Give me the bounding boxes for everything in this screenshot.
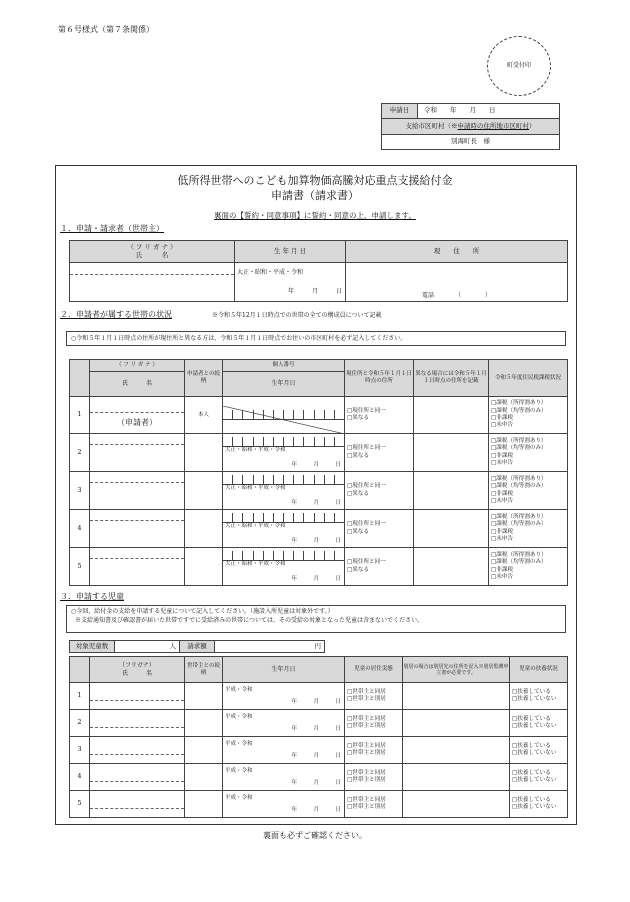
section3-notes (66, 605, 566, 633)
child-residence-cell[interactable]: □世帯主と同居 □世帯主と別居 (345, 683, 403, 710)
child-relation-cell[interactable] (185, 737, 223, 764)
diff-address-cell[interactable] (414, 548, 489, 586)
form-subtitle: 申請書（請求書） (271, 189, 359, 202)
child-birth-cell[interactable]: 平成・令和 年 月 日 (223, 710, 345, 737)
household-name-cell[interactable] (90, 548, 185, 586)
self-relation: 本人 (185, 397, 223, 434)
personal-number-header: 個人番号 (223, 360, 345, 372)
section3-heading: ３．申請する児童 (60, 592, 124, 601)
child-name-cell[interactable] (90, 791, 185, 818)
personal-number-cell[interactable]: 大正・昭和・平成・令和 年 月 日 (223, 472, 345, 510)
section2-heading: ２．申請者が属する世帯の状況 (60, 310, 172, 319)
row-number: 2 (70, 434, 90, 472)
child-birth-cell[interactable]: 平成・令和 年 月 日 (223, 683, 345, 710)
child-relation-cell[interactable] (185, 791, 223, 818)
household-name-cell[interactable] (90, 472, 185, 510)
tax-status-cell[interactable]: □課税（所得割あり） □課税（均等割のみ） □非課税 □未申告 (489, 434, 568, 472)
form-title: 低所得世帯へのこども加算物価高騰対応重点支援給付金 (177, 174, 453, 187)
strike-diagonal (223, 406, 345, 434)
child-name-header: （フリガナ） 氏 名 (90, 657, 185, 683)
stamp-label: 町受付印 (506, 62, 531, 69)
row-number: 3 (70, 472, 90, 510)
household-birth-header: 生年月日 (223, 372, 345, 397)
applicant-name-header: （ フ リ ガ ナ ） 氏 名 (70, 241, 235, 263)
household-row (70, 472, 568, 510)
child-residence-cell[interactable]: □世帯主と同居 □世帯主と別居 (345, 764, 403, 791)
household-table (69, 359, 568, 586)
claim-amount-field[interactable]: 円 (215, 641, 325, 653)
personal-number-cell[interactable]: 大正・昭和・平成・令和 年 月 日 (223, 510, 345, 548)
section3-note2: ※支給通知書及び確認書が届いた世帯ですでに受給済みの世帯については、その受給の対象となった児童は含まないでください。 (75, 617, 424, 625)
child-residence-cell[interactable]: □世帯主と同居 □世帯主と別居 (345, 710, 403, 737)
diff-address-cell[interactable] (414, 472, 489, 510)
row-number: 5 (70, 548, 90, 586)
agreement-statement: 裏面の【誓約・同意事項】に誓約・同意の上、申請します。 (214, 211, 416, 220)
address-check-cell[interactable]: □現住所と同一 □異なる (345, 434, 414, 472)
child-name-cell[interactable] (90, 683, 185, 710)
household-relation-header: 申請者との続柄 (185, 360, 223, 397)
household-name-cell[interactable] (90, 434, 185, 472)
date-value[interactable]: 令和 年 月 日 (418, 104, 560, 119)
footer-note: 裏面も必ずご確認ください。 (263, 831, 367, 840)
personal-number-cell[interactable] (223, 397, 345, 434)
address-check-cell[interactable]: □現住所と同一 □異なる (345, 548, 414, 586)
section2-note: ※令和５年12月１日時点での世帯の全ての構成員について記載 (212, 312, 382, 319)
application-date-box (381, 103, 560, 150)
applicant-name-cell[interactable] (70, 263, 235, 302)
address-check-cell[interactable]: □現住所と同一 □異なる (345, 510, 414, 548)
child-separate-address-cell[interactable] (403, 764, 510, 791)
household-name-header: 氏 名 (90, 372, 185, 397)
address-check-cell[interactable]: □現住所と同一 □異なる (345, 397, 414, 434)
child-row (70, 737, 568, 764)
tax-status-cell[interactable]: □課税（所得割あり） □課税（均等割のみ） □非課税 □未申告 (489, 472, 568, 510)
applicant-table (69, 240, 568, 302)
personal-number-cell[interactable]: 大正・昭和・平成・令和 年 月 日 (223, 434, 345, 472)
tax-status-cell[interactable]: □課税（所得割あり） □課税（均等割のみ） □非課税 □未申告 (489, 397, 568, 434)
child-name-cell[interactable] (90, 737, 185, 764)
personal-number-boxes[interactable] (223, 513, 344, 523)
child-residence-cell[interactable]: □世帯主と同居 □世帯主と別居 (345, 737, 403, 764)
child-support-cell[interactable]: □扶養している □扶養していない (510, 737, 568, 764)
child-support-cell[interactable]: □扶養している □扶養していない (510, 764, 568, 791)
row-number: 1 (70, 683, 90, 710)
row-number: 2 (70, 710, 90, 737)
child-separate-address-cell[interactable] (403, 791, 510, 818)
household-relation-cell[interactable] (185, 434, 223, 472)
household-furigana-header: （ フ リ ガ ナ ） (90, 360, 185, 372)
diff-address-cell[interactable] (414, 510, 489, 548)
child-relation-header: 世帯主との続柄 (185, 657, 223, 683)
tax-status-cell[interactable]: □課税（所得割あり） □課税（均等割のみ） □非課税 □未申告 (489, 510, 568, 548)
personal-number-boxes[interactable] (223, 475, 344, 485)
household-diff-address-header: 異なる場合には令和５年１月１日時点の住所を記載 (414, 360, 489, 397)
date-label: 申請日 (382, 104, 418, 119)
mayor-addressee: 別海町長 様 (382, 135, 560, 150)
child-residence-cell[interactable]: □世帯主と同居 □世帯主と別居 (345, 791, 403, 818)
household-relation-cell[interactable] (185, 472, 223, 510)
child-residence-header: 児童の居住実態 (345, 657, 403, 683)
child-relation-cell[interactable] (185, 764, 223, 791)
personal-number-boxes[interactable] (223, 437, 344, 447)
diff-address-cell[interactable] (414, 434, 489, 472)
section3-note1: ○今回、給付金の支給を申請する児童について記入してください。（施設入所児童は対象外です。） (71, 608, 334, 615)
child-separate-address-header: 別居の場合は別居先の住所を記入※別居監護申立書が必要です。 (403, 657, 510, 683)
child-support-header: 児童の扶養状況 (510, 657, 568, 683)
personal-number-boxes[interactable] (223, 551, 344, 561)
household-row (70, 510, 568, 548)
child-birth-cell[interactable]: 平成・令和 年 月 日 (223, 764, 345, 791)
row-number: 4 (70, 764, 90, 791)
claim-summary-table (69, 640, 325, 653)
applicant-birth-header: 生 年 月 日 (235, 241, 346, 263)
child-name-cell[interactable] (90, 764, 185, 791)
child-support-cell[interactable]: □扶養している □扶養していない (510, 710, 568, 737)
applicant-birth-cell[interactable]: 大正・昭和・平成・令和 年 月 日 (235, 263, 346, 302)
form-number: 第６号様式（第７条関係） (58, 25, 154, 34)
child-birth-cell[interactable]: 平成・令和 年 月 日 (223, 791, 345, 818)
applicant-marker: （申請者） (117, 418, 157, 428)
child-row (70, 710, 568, 737)
household-name-cell[interactable] (90, 397, 185, 434)
row-number: 5 (70, 791, 90, 818)
household-tax-header: 令和５年度住民税課税状況 (489, 360, 568, 397)
household-row (70, 434, 568, 472)
child-relation-cell[interactable] (185, 683, 223, 710)
household-name-cell[interactable] (90, 510, 185, 548)
children-table (69, 656, 568, 818)
phone-label: 電話 （ ） (422, 291, 492, 299)
household-address-header: 現住所と令和５年１月１日時点の住所 (345, 360, 414, 397)
child-count-field[interactable]: 人 (115, 641, 180, 653)
child-support-cell[interactable]: □扶養している □扶養していない (510, 683, 568, 710)
child-row (70, 791, 568, 818)
child-separate-address-cell[interactable] (403, 710, 510, 737)
row-number: 3 (70, 737, 90, 764)
child-birth-cell[interactable]: 平成・令和 年 月 日 (223, 737, 345, 764)
diff-address-cell[interactable] (414, 397, 489, 434)
reception-stamp-area (487, 36, 551, 96)
household-relation-cell[interactable] (185, 510, 223, 548)
child-row (70, 764, 568, 791)
section1-heading: １．申請・請求者（世帯主） (60, 224, 164, 233)
household-row (70, 397, 568, 434)
child-relation-cell[interactable] (185, 710, 223, 737)
child-separate-address-cell[interactable] (403, 683, 510, 710)
applicant-address-cell[interactable] (346, 263, 568, 302)
child-name-cell[interactable] (90, 710, 185, 737)
household-row (70, 548, 568, 586)
municipality-label: 支給市区町村（※申請時の住所地市区町村） (382, 119, 560, 135)
child-separate-address-cell[interactable] (403, 737, 510, 764)
household-relation-cell[interactable] (185, 548, 223, 586)
child-birth-header: 生年月日 (223, 657, 345, 683)
child-row (70, 683, 568, 710)
child-support-cell[interactable]: □扶養している □扶養していない (510, 791, 568, 818)
row-number: 1 (70, 397, 90, 434)
address-check-cell[interactable]: □現住所と同一 □異なる (345, 472, 414, 510)
tax-status-cell[interactable]: □課税（所得割あり） □課税（均等割のみ） □非課税 □未申告 (489, 548, 568, 586)
applicant-address-header: 現 住 所 (346, 241, 568, 263)
section2-instruction: ○令和５年１月１日時点の住所が現住所と異なる方は、令和５年１月１日時点でお住いの市区町村を必ず記入してください。 (66, 331, 566, 346)
row-number: 4 (70, 510, 90, 548)
claim-amount-label: 請求額 (180, 641, 215, 653)
child-count-label: 対象児童数 (70, 641, 115, 653)
personal-number-cell[interactable]: 大正・昭和・平成・令和 年 月 日 (223, 548, 345, 586)
